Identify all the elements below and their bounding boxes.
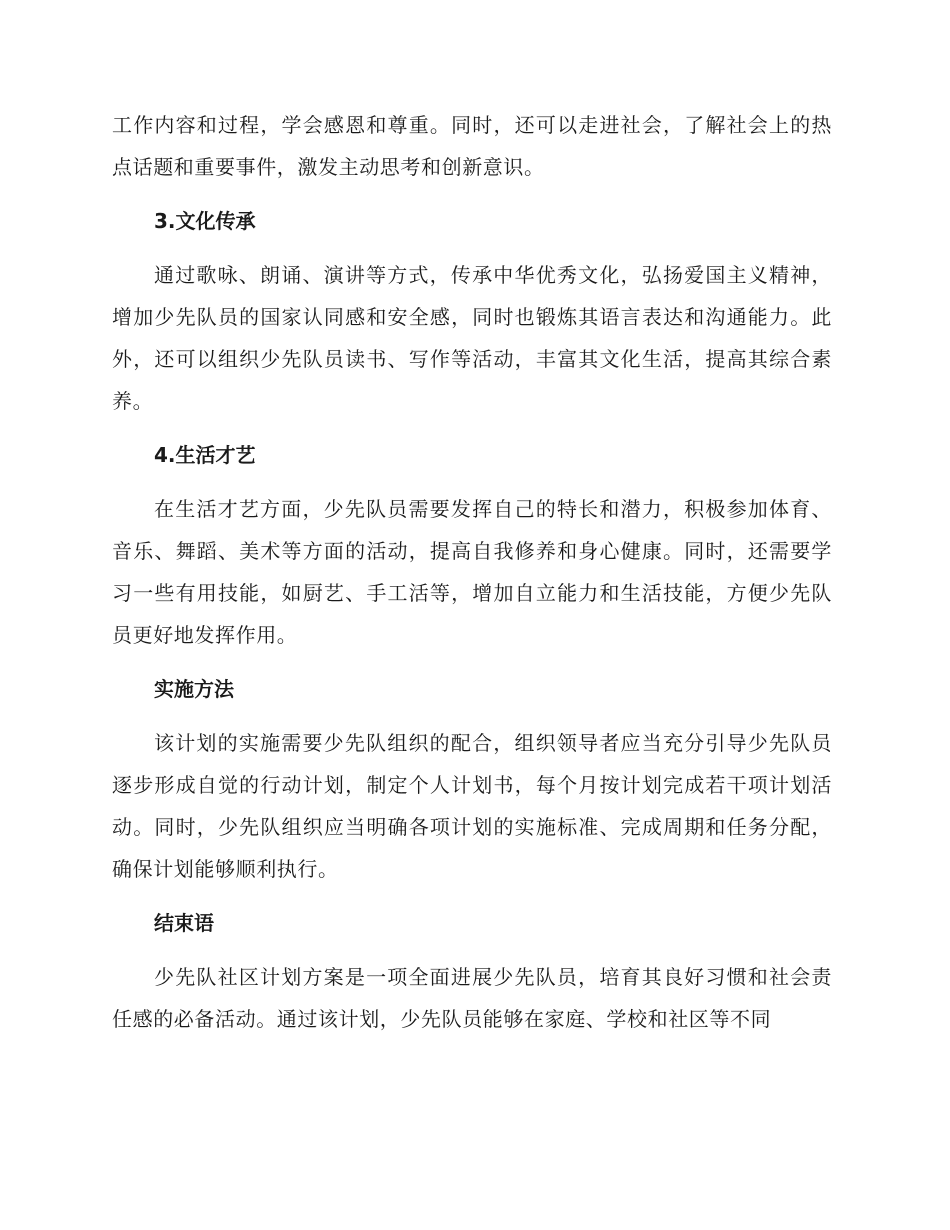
section-heading: 结束语: [154, 911, 214, 935]
section-heading: 4.生活才艺: [154, 443, 256, 467]
section-implementation: [112, 668, 832, 890]
section-heading: 实施方法: [154, 677, 234, 701]
section-conclusion: [112, 902, 832, 1040]
intro-paragraph: 工作内容和过程，学会感恩和尊重。同时，还可以走进社会，了解社会上的热点话题和重要事件，激发主动思考和创新意识。: [112, 113, 832, 179]
section-paragraph: 该计划的实施需要少先队组织的配合，组织领导者应当充分引导少先队员逐步形成自觉的行动计划，制定个人计划书，每个月按计划完成若干项计划活动。同时，少先队组织应当明确各项计划的实施标准、完成周期和任务分配，确保计划能够顺利执行。: [112, 731, 832, 881]
section-cultural-heritage: [112, 200, 832, 422]
document-body: [112, 104, 832, 1052]
section-life-skills: [112, 434, 832, 656]
section-paragraph: 通过歌咏、朗诵、演讲等方式，传承中华优秀文化，弘扬爱国主义精神，增加少先队员的国家认同感和安全感，同时也锻炼其语言表达和沟通能力。此外，还可以组织少先队员读书、写作等活动，丰富其文化生活，提高其综合素养。: [112, 263, 832, 413]
section-paragraph: 少先队社区计划方案是一项全面进展少先队员，培育其良好习惯和社会责任感的必备活动。通过该计划，少先队员能够在家庭、学校和社区等不同: [112, 965, 832, 1031]
section-paragraph: 在生活才艺方面，少先队员需要发挥自己的特长和潜力，积极参加体育、音乐、舞蹈、美术等方面的活动，提高自我修养和身心健康。同时，还需要学习一些有用技能，如厨艺、手工活等，增加自立能力和生活技能，方便少先队员更好地发挥作用。: [112, 497, 832, 647]
section-heading: 3.文化传承: [154, 209, 256, 233]
